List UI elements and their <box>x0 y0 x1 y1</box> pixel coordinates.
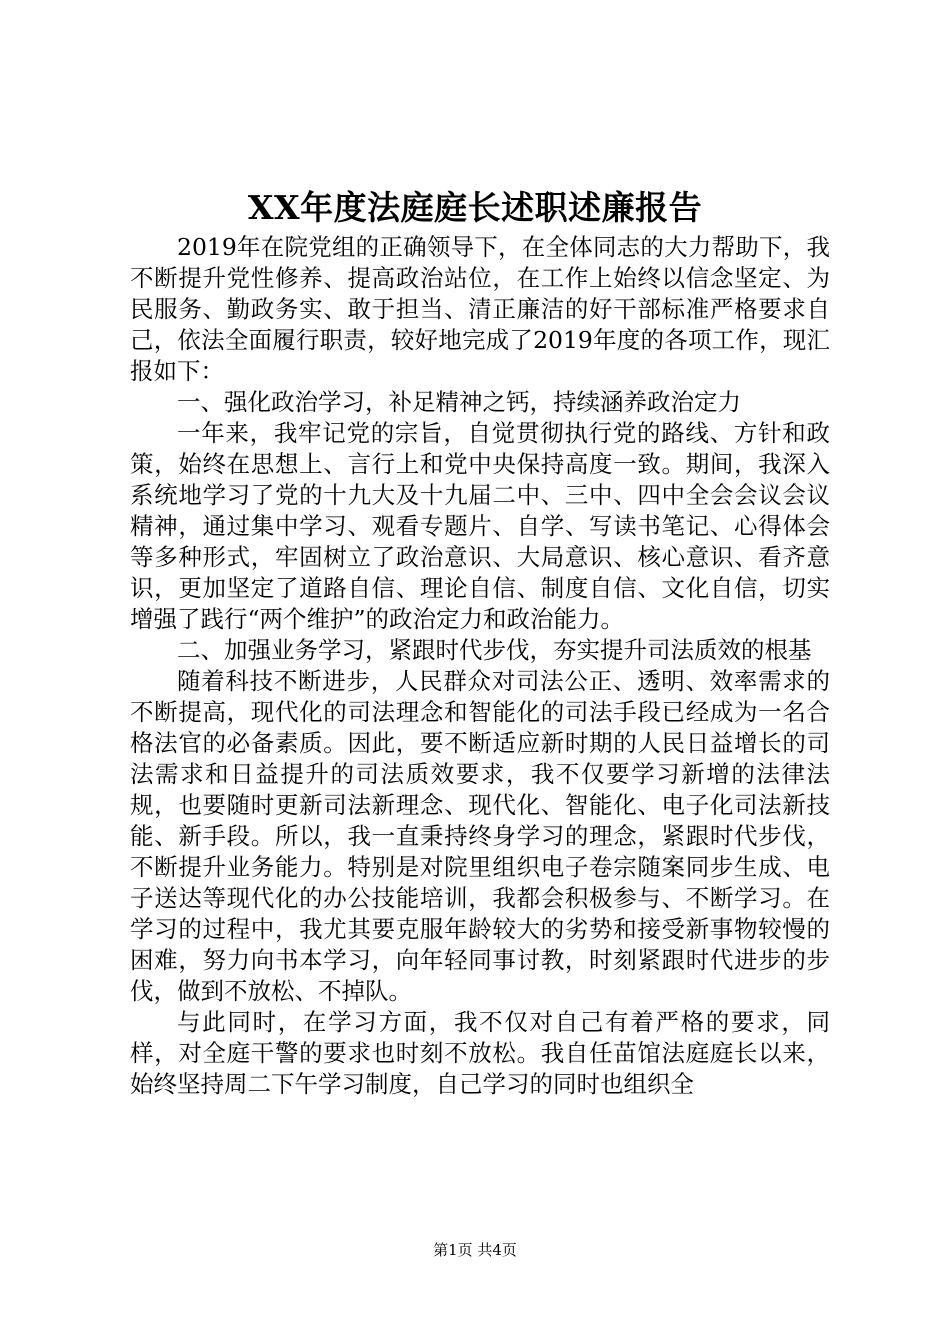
section-heading-1: 一、强化政治学习，补足精神之钙，持续涵养政治定力 <box>177 388 741 416</box>
section-heading-2: 二、加强业务学习，紧跟时代步伐，夯实提升司法质效的根基 <box>177 636 812 664</box>
document-title: XX年度法庭庭长述职述廉报告 <box>247 188 703 227</box>
paragraph-section-2: 随着科技不断进步，人民群众对司法公正、透明、效率需求的不断提高，现代化的司法理念和智能化的司法手段已经成为一名合格法官的必备素质。因此，要不断适应新时期的人民日益增长的司法需求和日益提升的司法质效要求，我不仅要学习新增的法律法规，也要随时更新司法新理念、现代化、智能化、电子化司法新技能、新手段。所以，我一直秉持终身学习的理念，紧跟时代步伐，不断提升业务能力。特别是对院里组织电子卷宗随案同步生成、电子送达等现代化的办公技能培训，我都会积极参与、不断学习。在学习的过程中，我尤其要克服年龄较大的劣势和接受新事物较慢的困难，努力向书本学习，向年轻同事讨教，时刻紧跟时代进步的步伐，做到不放松、不掉队。 <box>130 667 830 1005</box>
paragraph-intro: 2019年在院党组的正确领导下，在全体同志的大力帮助下，我不断提升党性修养、提高政治站位，在工作上始终以信念坚定、为民服务、勤政务实、敢于担当、清正廉洁的好干部标准严格要求自己，依法全面履行职责，较好地完成了2019年度的各项工作，现汇报如下： <box>130 233 830 385</box>
paragraph-section-1: 一年来，我牢记党的宗旨，自觉贯彻执行党的路线、方针和政策，始终在思想上、言行上和党中央保持高度一致。期间，我深入系统地学习了党的十九大及十九届二中、三中、四中全会会议会议精神，通过集中学习、观看专题片、自学、写读书笔记、心得体会等多种形式，牢固树立了政治意识、大局意识、核心意识、看齐意识，更加坚定了道路自信、理论自信、制度自信、文化自信，切实增强了践行“两个维护”的政治定力和政治能力。 <box>130 419 830 633</box>
page-footer: 第1页 共4页 <box>433 1241 517 1259</box>
document-body <box>130 232 830 1100</box>
paragraph-section-2-continued: 与此同时，在学习方面，我不仅对自己有着严格的要求，同样，对全庭干警的要求也时刻不放松。我自任苗馆法庭庭长以来，始终坚持周二下午学习制度，自己学习的同时也组织全 <box>130 1008 830 1098</box>
